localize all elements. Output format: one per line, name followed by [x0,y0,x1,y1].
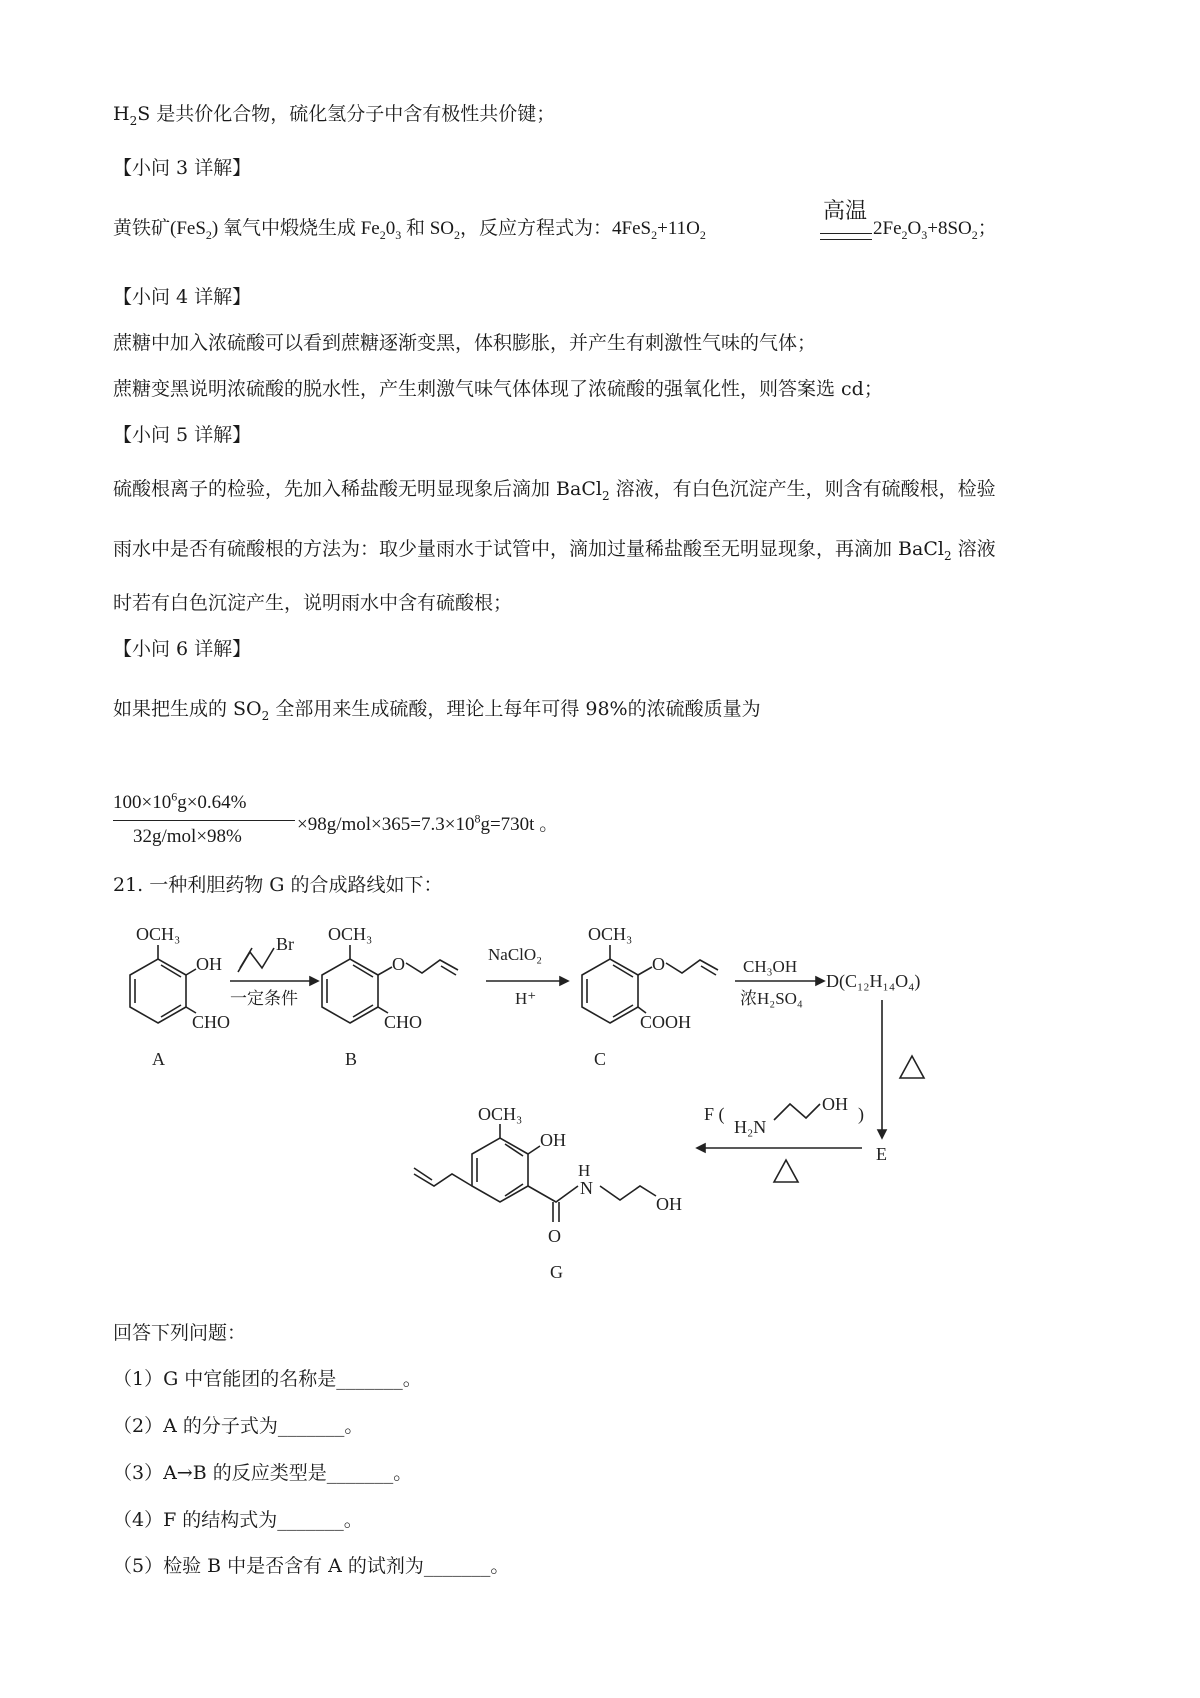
fraction-bar [113,820,295,821]
label-cooh: COOH [640,1012,692,1032]
synthesis-scheme [0,920,1200,1330]
label-cho: CHO [192,1012,231,1032]
fraction-numerator: $100\times 10^6g\times 0.64\%$ [113,789,247,813]
label-oh: OH [540,1130,566,1150]
label-o: O [392,954,405,974]
fraction-result: $\times 98g/mol\times 365=7.3\times 10^8g=730t$ 。 [297,811,559,835]
reagent-cd-bottom: 浓H₂SO₄ [740,989,803,1008]
arrow-e-to-g [697,1094,864,1182]
label-o: O [652,954,665,974]
label-oh: OH [822,1094,848,1114]
arrow-a-to-b [230,934,318,1008]
text-line: 时若有白色沉淀产生，说明雨水中含有硫酸根； [113,592,513,614]
equals-sign [820,233,872,240]
label-f-close: ) [858,1104,864,1124]
question-3: （3）A→B 的反应类型是_______。 [113,1462,413,1484]
text-line: 黄铁矿(FeS$_2$) 氧气中煅烧生成 $Fe_20_3$ 和 $SO_2$，反应方程式为：$4FeS_2+11O_2$ [113,218,706,242]
text-line: 蔗糖中加入浓硫酸可以看到蔗糖逐渐变黑，体积膨胀，并产生有刺激性气味的气体； [113,332,817,354]
arrow-b-to-c [486,945,568,1008]
label-och3: OCH₃ [136,924,181,944]
reagent-ab-bottom: 一定条件 [230,989,298,1008]
question-4: （4）F 的结构式为_______。 [113,1509,363,1531]
fraction-denominator: 32g/mol×98% [133,826,242,847]
question-1: （1）G 中官能团的名称是_______。 [113,1368,422,1390]
question-title: 21. 一种利胆药物 G 的合成路线如下： [113,874,443,896]
text-line: $2Fe_2O_3+8SO_2$； [873,218,997,242]
text-line: $H_2S$ 是共价化合物，硫化氢分子中含有极性共价键； [113,103,556,128]
compound-a [130,924,230,1069]
label-nh-n: N [580,1178,593,1198]
compound-label-c: C [594,1049,607,1069]
reaction-condition: 高温 [823,198,868,223]
label-och3: OCH₃ [478,1104,523,1124]
reagent-cd-top: CH₃OH [743,957,798,976]
text-line: 回答下列问题： [113,1322,247,1344]
compound-g [414,1104,682,1282]
compound-c [582,924,718,1069]
label-oh: OH [656,1194,682,1214]
label-f-open: F ( [704,1104,725,1124]
compound-label-g: G [550,1262,563,1282]
compound-label-e: E [876,1144,887,1164]
question-5: （5）检验 B 中是否含有 A 的试剂为_______。 [113,1555,510,1577]
label-carbonyl-o: O [548,1226,561,1246]
label-cho: CHO [384,1012,423,1032]
reagent-bc-bottom: H⁺ [515,989,537,1008]
arrow-c-to-d [735,957,824,1008]
text-line: 如果把生成的 $SO_2$ 全部用来生成硫酸，理论上每年可得 98%的浓硫酸质量为 [113,698,761,723]
section-heading: 【小问 3 详解】 [113,157,252,179]
label-oh: OH [196,954,222,974]
text-line: 硫酸根离子的检验，先加入稀盐酸无明显现象后滴加 BaCl$_2$ 溶液，有白色沉淀产生，则含有硫酸根，检验 [113,478,996,503]
reagent-bc-top: NaClO₂ [488,945,543,964]
label-br: Br [276,934,294,954]
compound-label-b: B [345,1049,358,1069]
section-heading: 【小问 5 详解】 [113,424,252,446]
label-h2n: H₂N [734,1117,767,1137]
section-heading: 【小问 4 详解】 [113,286,252,308]
compound-label-a: A [152,1049,165,1069]
label-nh-h: H [578,1161,591,1180]
section-heading: 【小问 6 详解】 [113,638,252,660]
arrow-d-to-e [878,1000,924,1138]
compound-b [322,924,458,1069]
label-och3: OCH₃ [588,924,633,944]
label-och3: OCH₃ [328,924,373,944]
compound-label-d: D(C₁₂H₁₄O₄) [826,971,921,991]
text-line: 蔗糖变黑说明浓硫酸的脱水性，产生刺激气味气体体现了浓硫酸的强氧化性，则答案选 cd； [113,378,883,400]
question-2: （2）A 的分子式为_______。 [113,1415,364,1437]
text-line: 雨水中是否有硫酸根的方法为：取少量雨水于试管中，滴加过量稀盐酸至无明显现象，再滴加 BaCl$_2$ 溶液 [113,538,996,563]
